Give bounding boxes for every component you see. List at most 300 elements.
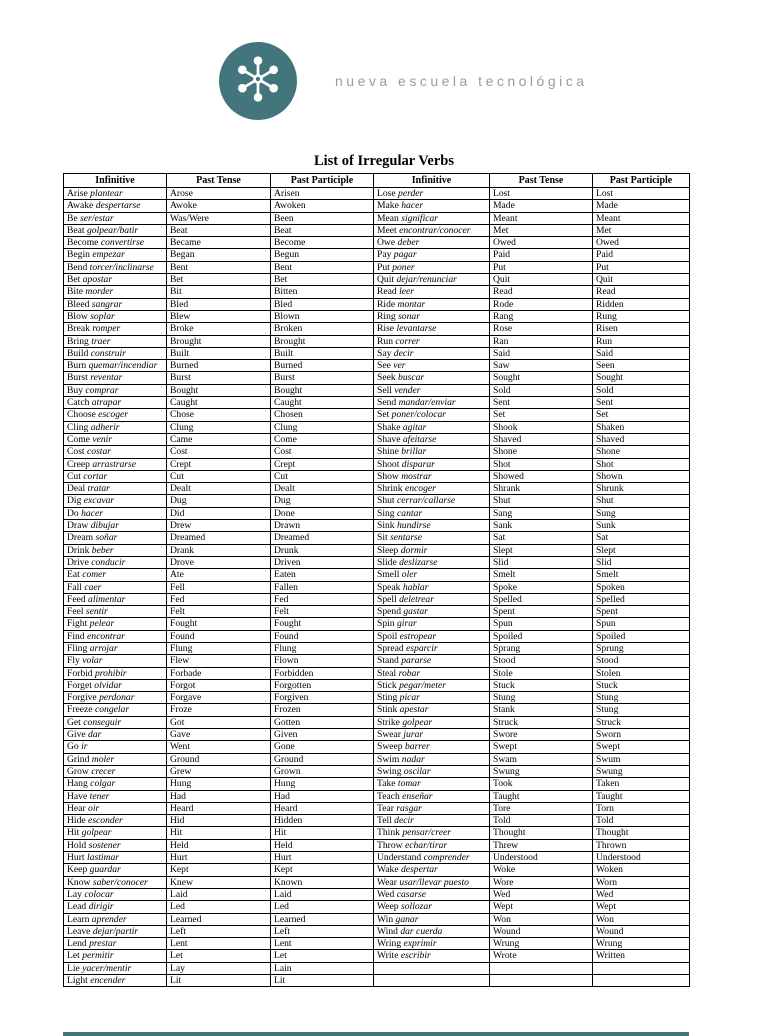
verb-english: Freeze — [67, 704, 93, 716]
verb-spanish: caer — [81, 581, 102, 593]
past-tense-cell: Began — [167, 249, 271, 261]
verb-spanish: gastar — [400, 606, 428, 618]
past-participle-cell: Thought — [593, 827, 690, 839]
past-tense-cell: Spoiled — [490, 630, 593, 642]
infinitive-cell — [374, 188, 490, 200]
verb-spanish: ganar — [393, 913, 419, 925]
verb-english: Strike — [377, 716, 400, 728]
infinitive-cell — [64, 741, 167, 753]
past-participle-cell: Bought — [271, 384, 374, 396]
past-tense-cell: Bled — [167, 298, 271, 310]
verb-english: Rise — [377, 323, 395, 335]
past-tense-cell: Read — [490, 286, 593, 298]
verb-english: Pay — [377, 249, 392, 261]
verb-spanish: convertirse — [98, 237, 144, 249]
infinitive-cell — [64, 384, 167, 396]
table-row — [64, 864, 690, 876]
verb-english: Show — [377, 470, 399, 482]
past-participle-cell: Sought — [593, 372, 690, 384]
verb-english: Fall — [67, 581, 82, 593]
past-tense-cell: Made — [490, 200, 593, 212]
verb-english: Burst — [67, 372, 88, 384]
past-participle-cell: Meant — [593, 212, 690, 224]
verb-english: Shoot — [377, 458, 400, 470]
past-tense-cell: Shook — [490, 421, 593, 433]
infinitive-cell — [374, 433, 490, 445]
verb-english: Meet — [377, 224, 397, 236]
table-row — [64, 397, 690, 409]
verb-english: Stand — [377, 655, 399, 667]
verb-english: Shrink — [377, 483, 403, 495]
past-tense-cell: Wept — [490, 901, 593, 913]
verb-english: Fly — [67, 655, 80, 667]
past-participle-cell: Gone — [271, 741, 374, 753]
past-participle-cell: Brought — [271, 335, 374, 347]
past-tense-cell: Wore — [490, 876, 593, 888]
infinitive-cell — [64, 556, 167, 568]
past-tense-cell: Hit — [167, 827, 271, 839]
infinitive-cell — [374, 347, 490, 359]
past-tense-cell: Sank — [490, 520, 593, 532]
past-participle-cell: Laid — [271, 888, 374, 900]
past-tense-cell: Thought — [490, 827, 593, 839]
verb-spanish: atrapar — [89, 397, 122, 409]
infinitive-cell — [64, 852, 167, 864]
table-row — [64, 347, 690, 359]
past-tense-cell: Grew — [167, 765, 271, 777]
verb-english: Sink — [377, 520, 395, 532]
past-tense-cell: Shut — [490, 495, 593, 507]
verb-english: Forbid — [67, 667, 93, 679]
verb-english: Dig — [67, 495, 82, 507]
table-row — [64, 901, 690, 913]
past-participle-cell: Given — [271, 729, 374, 741]
past-participle-cell: Come — [271, 433, 374, 445]
past-tense-cell: Wed — [490, 888, 593, 900]
past-participle-cell: Seen — [593, 360, 690, 372]
past-participle-cell: Owed — [593, 237, 690, 249]
past-tense-cell: Burned — [167, 360, 271, 372]
table-row — [64, 495, 690, 507]
verb-english: Set — [377, 409, 390, 421]
verb-english: Be — [67, 212, 78, 224]
past-tense-cell: Awoke — [167, 200, 271, 212]
infinitive-cell — [64, 753, 167, 765]
verb-english: Run — [377, 335, 393, 347]
past-participle-cell: Known — [271, 876, 374, 888]
infinitive-cell — [374, 286, 490, 298]
verb-spanish: olvidar — [91, 679, 122, 691]
past-tense-cell: Showed — [490, 470, 593, 482]
verb-english: Go — [67, 741, 79, 753]
verb-spanish: morder — [83, 286, 114, 298]
verb-spanish: prestar — [86, 938, 117, 950]
past-tense-cell: Found — [167, 630, 271, 642]
past-tense-cell: Spent — [490, 606, 593, 618]
verb-english: Grind — [67, 753, 90, 765]
header-past-tense-left: Past Tense — [167, 174, 271, 188]
past-participle-cell: Stood — [593, 655, 690, 667]
past-participle-cell: Hung — [271, 778, 374, 790]
past-tense-cell: Taught — [490, 790, 593, 802]
past-participle-cell: Blown — [271, 310, 374, 322]
past-tense-cell: Won — [490, 913, 593, 925]
infinitive-cell — [64, 507, 167, 519]
verb-spanish: colgar — [87, 778, 116, 790]
verb-english: Shine — [377, 446, 399, 458]
past-tense-cell: Burst — [167, 372, 271, 384]
table-row — [64, 360, 690, 372]
infinitive-cell — [374, 913, 490, 925]
verb-spanish: construir — [88, 347, 126, 359]
infinitive-cell — [64, 901, 167, 913]
past-participle-cell: Torn — [593, 802, 690, 814]
verb-english: Drive — [67, 556, 89, 568]
infinitive-cell — [374, 753, 490, 765]
table-row — [64, 815, 690, 827]
brand-text: nueva escuela tecnológica — [335, 73, 588, 89]
verb-spanish: tratar — [85, 483, 110, 495]
infinitive-cell — [64, 544, 167, 556]
infinitive-cell — [64, 310, 167, 322]
past-participle-cell: Shut — [593, 495, 690, 507]
past-tense-cell: Chose — [167, 409, 271, 421]
past-tense-cell: Drew — [167, 520, 271, 532]
verb-spanish: permitir — [79, 950, 114, 962]
past-tense-cell: Blew — [167, 310, 271, 322]
past-tense-cell: Lost — [490, 188, 593, 200]
verb-english: Get — [67, 716, 81, 728]
past-tense-cell: Sprang — [490, 642, 593, 654]
infinitive-cell — [374, 360, 490, 372]
table-row — [64, 741, 690, 753]
infinitive-cell — [64, 692, 167, 704]
verb-spanish: ver — [390, 360, 406, 372]
verb-english: Burn — [67, 360, 87, 372]
document-page — [0, 42, 768, 987]
header-infinitive-right: Infinitive — [374, 174, 490, 188]
infinitive-cell — [374, 544, 490, 556]
past-participle-cell: Slept — [593, 544, 690, 556]
verb-english: Hold — [67, 839, 87, 851]
past-participle-cell: Hit — [271, 827, 374, 839]
verb-spanish: apostar — [80, 274, 113, 286]
table-body — [64, 188, 690, 987]
past-tense-cell: Flung — [167, 642, 271, 654]
table-row — [64, 692, 690, 704]
past-tense-cell: Swore — [490, 729, 593, 741]
past-tense-cell: Stank — [490, 704, 593, 716]
past-tense-cell: Forgave — [167, 692, 271, 704]
infinitive-cell — [374, 962, 490, 974]
past-tense-cell — [490, 975, 593, 987]
verb-english: Become — [67, 237, 99, 249]
past-tense-cell: Woke — [490, 864, 593, 876]
verb-spanish: encoger — [402, 483, 436, 495]
past-participle-cell: Paid — [593, 249, 690, 261]
past-tense-cell: Crept — [167, 458, 271, 470]
verb-english: Say — [377, 347, 392, 359]
infinitive-cell — [64, 630, 167, 642]
infinitive-cell — [64, 888, 167, 900]
past-tense-cell: Dug — [167, 495, 271, 507]
verb-spanish: decir — [391, 347, 414, 359]
verb-spanish: deslizarse — [396, 556, 438, 568]
past-participle-cell: Led — [271, 901, 374, 913]
verb-english: Forgive — [67, 692, 97, 704]
past-participle-cell: Clung — [271, 421, 374, 433]
infinitive-cell — [374, 704, 490, 716]
infinitive-cell — [64, 655, 167, 667]
past-tense-cell: Sang — [490, 507, 593, 519]
table-row — [64, 827, 690, 839]
verb-english: Hit — [67, 827, 80, 839]
infinitive-cell — [374, 310, 490, 322]
verb-spanish: sonar — [395, 310, 420, 322]
past-participle-cell: Cut — [271, 470, 374, 482]
verb-english: Sting — [377, 692, 398, 704]
verb-english: Cut — [67, 470, 81, 482]
table-row — [64, 802, 690, 814]
infinitive-cell — [64, 839, 167, 851]
infinitive-cell — [374, 249, 490, 261]
verb-english: Mean — [377, 212, 399, 224]
past-participle-cell: Run — [593, 335, 690, 347]
snowflake-tool-icon — [231, 52, 285, 111]
past-participle-cell: Spun — [593, 618, 690, 630]
verb-spanish: mandar/enviar — [396, 397, 456, 409]
verb-spanish: escribir — [398, 950, 431, 962]
table-row — [64, 618, 690, 630]
past-participle-cell: Slid — [593, 556, 690, 568]
past-tense-cell: Stuck — [490, 679, 593, 691]
past-participle-cell — [593, 962, 690, 974]
past-tense-cell: Led — [167, 901, 271, 913]
past-participle-cell: Gotten — [271, 716, 374, 728]
past-tense-cell: Shot — [490, 458, 593, 470]
verb-english: Bend — [67, 261, 88, 273]
past-tense-cell: Rang — [490, 310, 593, 322]
past-tense-cell: Wrote — [490, 950, 593, 962]
verb-spanish: oler — [399, 569, 418, 581]
infinitive-cell — [64, 876, 167, 888]
verb-spanish: tener — [87, 790, 110, 802]
infinitive-cell — [64, 200, 167, 212]
infinitive-cell — [64, 372, 167, 384]
infinitive-cell — [64, 913, 167, 925]
page-title: List of Irregular Verbs — [313, 153, 455, 169]
past-tense-cell: Fell — [167, 581, 271, 593]
past-participle-cell: Quit — [593, 274, 690, 286]
infinitive-cell — [64, 581, 167, 593]
table-row — [64, 679, 690, 691]
verb-spanish: volar — [79, 655, 103, 667]
past-tense-cell: Bought — [167, 384, 271, 396]
verb-english: Win — [377, 913, 394, 925]
infinitive-cell — [374, 655, 490, 667]
past-participle-cell: Heard — [271, 802, 374, 814]
infinitive-cell — [374, 938, 490, 950]
verb-english: Spell — [377, 593, 397, 605]
past-participle-cell: Kept — [271, 864, 374, 876]
infinitive-cell — [374, 569, 490, 581]
verb-spanish: vender — [391, 384, 421, 396]
verb-english: Wake — [377, 864, 399, 876]
verb-english: Ring — [377, 310, 396, 322]
table-row — [64, 212, 690, 224]
verb-spanish: leer — [396, 286, 415, 298]
verb-english: Owe — [377, 237, 396, 249]
past-tense-cell: Hurt — [167, 852, 271, 864]
past-participle-cell: Shown — [593, 470, 690, 482]
infinitive-cell — [374, 876, 490, 888]
table-row — [64, 888, 690, 900]
past-tense-cell: Left — [167, 925, 271, 937]
verb-english: Ride — [377, 298, 396, 310]
verb-english: Cling — [67, 421, 89, 433]
past-participle-cell: Grown — [271, 765, 374, 777]
past-tense-cell: Forbade — [167, 667, 271, 679]
infinitive-cell — [374, 274, 490, 286]
infinitive-cell — [64, 667, 167, 679]
verb-english: Shut — [377, 495, 395, 507]
verb-english: Send — [377, 397, 397, 409]
table-row — [64, 384, 690, 396]
verb-spanish: plantear — [87, 188, 123, 199]
past-tense-cell: Owed — [490, 237, 593, 249]
past-participle-cell: Shone — [593, 446, 690, 458]
verb-english: Sing — [377, 507, 395, 519]
past-tense-cell: Drank — [167, 544, 271, 556]
verb-spanish: conseguir — [80, 716, 122, 728]
past-participle-cell: Dreamed — [271, 532, 374, 544]
past-participle-cell: Won — [593, 913, 690, 925]
verb-english: Spin — [377, 618, 395, 630]
table-row — [64, 544, 690, 556]
verb-spanish: golpear — [399, 716, 433, 728]
infinitive-cell — [374, 778, 490, 790]
past-tense-cell — [490, 962, 593, 974]
verb-spanish: disparar — [399, 458, 435, 470]
verb-english: Shave — [377, 433, 401, 445]
verb-english: Swear — [377, 729, 401, 741]
past-participle-cell: Swept — [593, 741, 690, 753]
verb-spanish: comprender — [421, 852, 470, 864]
past-participle-cell: Met — [593, 224, 690, 236]
table-row — [64, 753, 690, 765]
past-participle-cell: Bled — [271, 298, 374, 310]
verb-english: Bite — [67, 286, 83, 298]
verb-spanish: estropear — [397, 630, 437, 642]
past-tense-cell: Rode — [490, 298, 593, 310]
past-participle-cell: Ridden — [593, 298, 690, 310]
past-participle-cell: Drunk — [271, 544, 374, 556]
past-tense-cell: Beat — [167, 224, 271, 236]
verb-spanish: hundirse — [394, 520, 431, 532]
verb-spanish: hablar — [400, 581, 429, 593]
table-row — [64, 642, 690, 654]
infinitive-cell — [64, 433, 167, 445]
table-row — [64, 286, 690, 298]
verb-english: Teach — [377, 790, 400, 802]
verb-english: Tear — [377, 802, 394, 814]
verb-english: Spend — [377, 606, 401, 618]
past-tense-cell: Met — [490, 224, 593, 236]
verb-spanish: significar — [398, 212, 439, 224]
past-tense-cell: Put — [490, 261, 593, 273]
verb-english: Put — [377, 261, 390, 273]
table-row — [64, 470, 690, 482]
table-row — [64, 237, 690, 249]
infinitive-cell — [64, 409, 167, 421]
verb-spanish: sollozar — [398, 901, 432, 913]
past-participle-cell: Sunk — [593, 520, 690, 532]
past-tense-cell: Took — [490, 778, 593, 790]
verb-english: Cost — [67, 446, 85, 458]
verb-english: Lose — [377, 188, 396, 199]
past-participle-cell: Spent — [593, 606, 690, 618]
table-row — [64, 593, 690, 605]
past-tense-cell: Lay — [167, 962, 271, 974]
infinitive-cell — [374, 679, 490, 691]
infinitive-cell — [374, 864, 490, 876]
verb-english: Deal — [67, 483, 86, 495]
verb-english: Stick — [377, 679, 397, 691]
past-tense-cell: Tore — [490, 802, 593, 814]
table-row — [64, 335, 690, 347]
verb-english: Eat — [67, 569, 80, 581]
verb-spanish: beber — [89, 544, 114, 556]
verb-spanish: barrer — [402, 741, 430, 753]
past-participle-cell: Bent — [271, 261, 374, 273]
past-tense-cell: Spoke — [490, 581, 593, 593]
past-participle-cell: Wrung — [593, 938, 690, 950]
past-tense-cell: Cost — [167, 446, 271, 458]
verb-spanish: prohibir — [92, 667, 127, 679]
verb-english: Read — [377, 286, 397, 298]
past-tense-cell: Dealt — [167, 483, 271, 495]
infinitive-cell — [374, 667, 490, 679]
verb-spanish: quemar/incendiar — [86, 360, 158, 372]
verb-spanish: robar — [396, 667, 421, 679]
infinitive-cell — [374, 741, 490, 753]
past-participle-cell: Flown — [271, 655, 374, 667]
infinitive-cell — [374, 642, 490, 654]
verb-spanish: esparcir — [403, 642, 438, 654]
verb-english: Wear — [377, 876, 397, 888]
infinitive-cell — [374, 630, 490, 642]
table-row — [64, 556, 690, 568]
table-row — [64, 852, 690, 864]
verb-spanish: romper — [89, 323, 121, 335]
past-tense-cell: Threw — [490, 839, 593, 851]
past-tense-cell: Sought — [490, 372, 593, 384]
verb-english: Forget — [67, 679, 92, 691]
past-tense-cell: Wound — [490, 925, 593, 937]
verb-spanish: dormir — [398, 544, 428, 556]
verb-spanish: poner/colocar — [389, 409, 447, 421]
infinitive-cell — [374, 802, 490, 814]
past-participle-cell: Bitten — [271, 286, 374, 298]
past-tense-cell: Brought — [167, 335, 271, 347]
infinitive-cell — [374, 729, 490, 741]
header-past-tense-right: Past Tense — [490, 174, 593, 188]
infinitive-cell — [64, 360, 167, 372]
infinitive-cell — [64, 618, 167, 630]
past-participle-cell: Felt — [271, 606, 374, 618]
past-participle-cell: Left — [271, 925, 374, 937]
infinitive-cell — [374, 483, 490, 495]
